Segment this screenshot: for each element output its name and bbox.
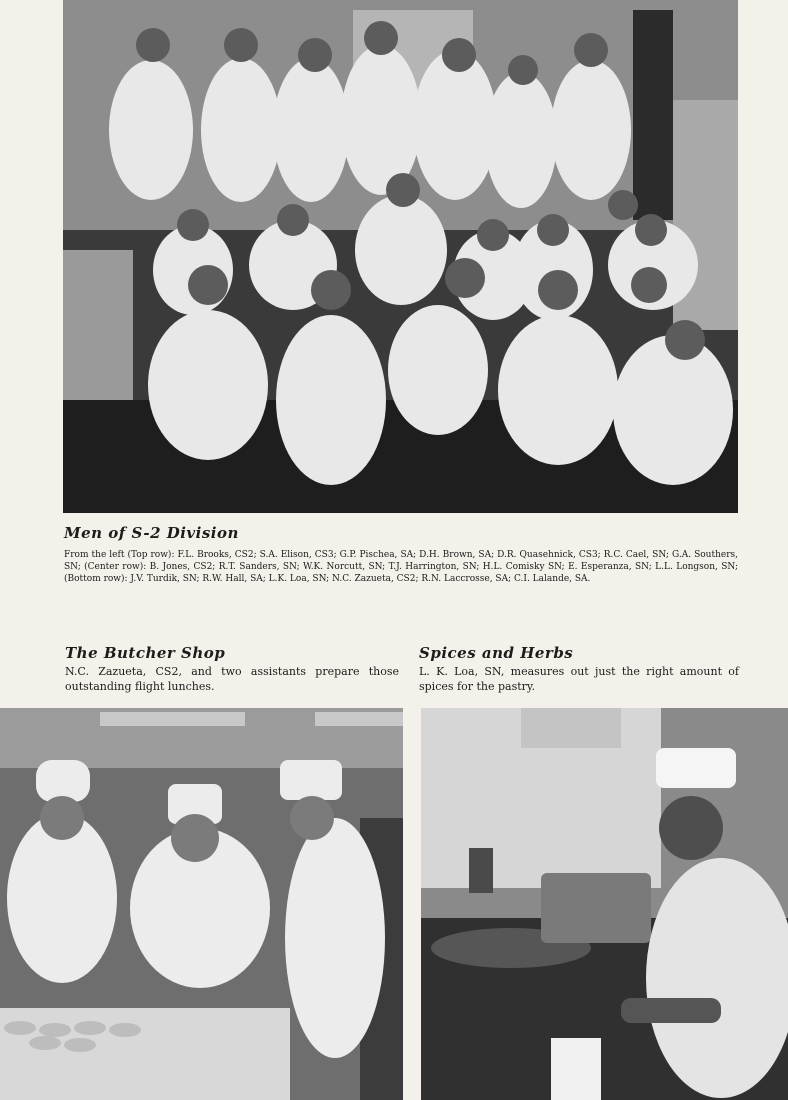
spices-caption: L. K. Loa, SN, measures out just the right amount of spices for the pastry. [419, 665, 739, 693]
group-photo [63, 0, 738, 513]
butcher-heading: The Butcher Shop [65, 644, 226, 662]
butcher-caption: N.C. Zazueta, CS2, and two assistants prepare those outstanding flight lunches. [65, 665, 399, 693]
group-caption: From the left (Top row): F.L. Brooks, CS2; S.A. Elison, CS3; G.P. Pischea, SA; D.H. Brown, SA; D.R. Quasehnick, CS3; R.C. Cael, SN; G.A. Southers, SN; (Center row): B. Jones, CS2; R.T. Sanders, SN; W.K. Norcutt, SN; T.J. Harrington, SN; H.L. Comisky SN; E. Esperanza, SN; L.L. Longson, SN; (Bottom row): J.V. Turdik, SN; R.W. Hall, SA; L.K. Loa, SN; N.C. Zazueta, CS2; R.N. Laccrosse, SA; C.I. Lalande, SA. [64, 550, 738, 584]
spices-heading: Spices and Herbs [419, 644, 574, 662]
group-heading: Men of S-2 Division [64, 524, 239, 542]
spices-photo [421, 708, 788, 1100]
butcher-photo [0, 708, 403, 1100]
